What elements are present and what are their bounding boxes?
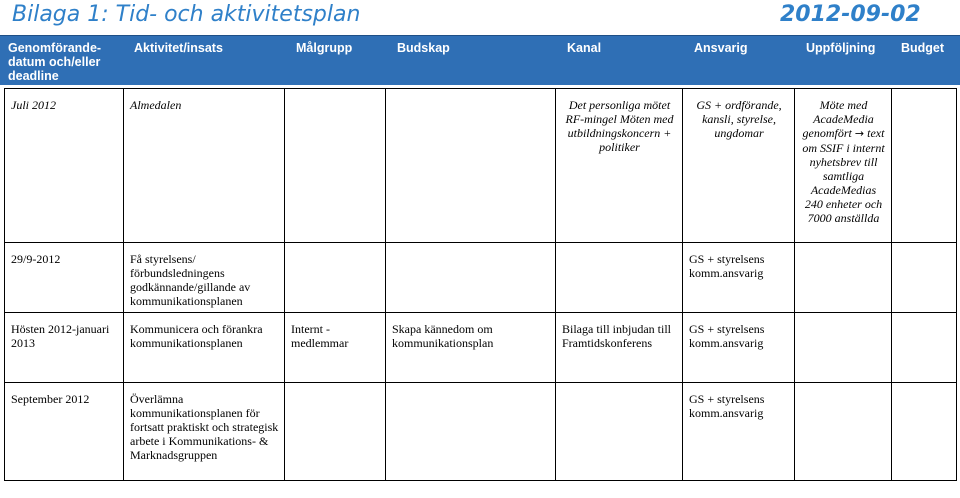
header-activity: Aktivitet/insats (134, 41, 223, 55)
cell-date: 29/9-2012 (5, 243, 124, 313)
cell-channel: Det personliga mötet RF-mingel Möten med utbildningskoncern + politiker (556, 89, 683, 243)
table-header (0, 35, 960, 85)
table-row (5, 383, 957, 481)
cell-message (386, 243, 556, 313)
cell-channel (556, 243, 683, 313)
cell-followup (795, 243, 892, 313)
cell-budget (892, 89, 957, 243)
cell-target (285, 383, 386, 481)
cell-budget (892, 243, 957, 313)
header-channel: Kanal (567, 41, 602, 55)
followup-post: text om SSIF i internt nyhetsbrev till samtliga AcadeMedias 240 enheter och 7000 anställda (802, 126, 885, 225)
cell-message: Skapa kännedom om kommunikationsplan (386, 313, 556, 383)
followup-pre: Möte med AcadeMedia genomfört (802, 98, 874, 140)
header-responsible: Ansvarig (694, 41, 748, 55)
page-date: 2012-09-02 (780, 2, 921, 27)
table-row (5, 89, 957, 243)
cell-responsible: GS + styrelsens komm.ansvarig (683, 243, 795, 313)
cell-date: Juli 2012 (5, 89, 124, 243)
cell-responsible: GS + styrelsens komm.ansvarig (683, 383, 795, 481)
cell-budget (892, 313, 957, 383)
cell-channel: Bilaga till inbjudan till Framtidskonferens (556, 313, 683, 383)
cell-date: Hösten 2012-januari 2013 (5, 313, 124, 383)
cell-message (386, 383, 556, 481)
cell-followup (795, 383, 892, 481)
header-budget: Budget (901, 41, 945, 55)
page-title: Bilaga 1: Tid- och aktivitetsplan (12, 2, 361, 27)
cell-responsible: GS + ordförande, kansli, styrelse, ungdomar (683, 89, 795, 243)
cell-activity: Överlämna kommunikationsplanen för fortsatt praktiskt och strategisk arbete i Kommunikations- & Marknadsgruppen (124, 383, 285, 481)
plan-table (4, 88, 957, 481)
right-arrow-icon: → (854, 127, 865, 140)
cell-channel (556, 383, 683, 481)
cell-activity: Almedalen (124, 89, 285, 243)
header-followup: Uppföljning (806, 41, 876, 55)
cell-activity: Få styrelsens/ förbundsledningens godkännande/gillande av kommunikationsplanen (124, 243, 285, 313)
title-bar (0, 0, 960, 36)
cell-budget (892, 383, 957, 481)
cell-target (285, 243, 386, 313)
cell-message (386, 89, 556, 243)
cell-responsible: GS + styrelsens komm.ansvarig (683, 313, 795, 383)
cell-target (285, 89, 386, 243)
header-date: Genomförande-datum och/eller deadline (8, 41, 102, 83)
cell-date: September 2012 (5, 383, 124, 481)
table-row (5, 313, 957, 383)
header-message: Budskap (397, 41, 450, 55)
cell-followup (795, 313, 892, 383)
cell-target: Internt - medlemmar (285, 313, 386, 383)
cell-followup (795, 89, 892, 243)
cell-activity: Kommunicera och förankra kommunikationsplanen (124, 313, 285, 383)
header-target: Målgrupp (296, 41, 353, 55)
table-row (5, 243, 957, 313)
